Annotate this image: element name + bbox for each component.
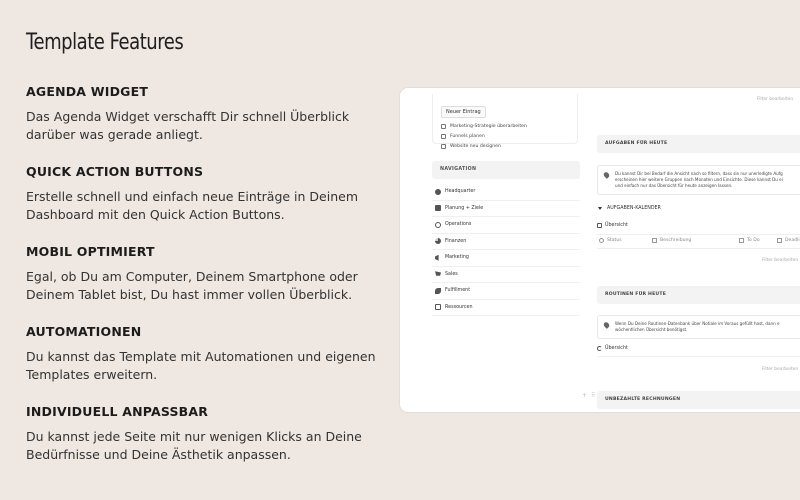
callout-line: Wenn Du Deine Routinen-Datenbank über Notiale im Voraus gefüllt hast, dann e	[615, 321, 780, 326]
column-label: Status	[607, 238, 622, 243]
nav-item-sales[interactable]	[432, 267, 580, 284]
todo-item[interactable]	[441, 141, 569, 151]
feature-description: Das Agenda Widget verschafft Dir schnell Überblick darüber was gerade anliegt.	[26, 109, 350, 142]
feature-heading: INDIVIDUELL ANPASSBAR	[26, 404, 209, 419]
nav-item-label: Headquarter	[445, 189, 476, 195]
sync-icon	[597, 346, 602, 351]
pin-icon	[603, 171, 611, 179]
nav-item-finanzen[interactable]	[432, 234, 580, 251]
megaphone-icon	[435, 255, 441, 261]
column-header-description[interactable]	[652, 238, 691, 243]
feature-description: Du kannst das Template mit Automationen und eigenen Templates erweitern.	[26, 349, 376, 382]
feature-heading: QUICK ACTION BUTTONS	[26, 164, 204, 179]
features-list	[26, 84, 386, 484]
divider	[597, 234, 800, 235]
tab-overview-tasks[interactable]	[597, 223, 628, 228]
box-icon	[435, 304, 441, 310]
feature-description: Egal, ob Du am Computer, Deinem Smartphone oder Deinem Tablet bist, Du hast immer vollen Überblick.	[26, 269, 358, 302]
agenda-widget	[432, 94, 578, 149]
checkbox[interactable]	[441, 124, 446, 129]
tab-label: Übersicht	[605, 346, 628, 351]
feature-agenda-widget	[26, 84, 386, 144]
navigation-header: NAVIGATION	[432, 161, 580, 179]
feature-customizable	[26, 404, 386, 464]
new-entry-button[interactable]: Neuer Eintrag	[441, 106, 486, 118]
calendar-icon	[777, 238, 782, 243]
nav-item-label: Finanzen	[445, 238, 467, 244]
toggle-label: AUFGABEN-KALENDER	[607, 206, 661, 211]
callout-line: erscheinen hier weitere Gruppen nach Monaten und Einsichte. Diese kannst Du ei	[615, 177, 783, 183]
tasks-callout	[597, 165, 800, 195]
pin-icon	[603, 321, 611, 329]
column-label: Beschreibung	[660, 238, 692, 243]
nav-item-marketing[interactable]	[432, 250, 580, 267]
filter-edit-link[interactable]: Filter bearbeiten	[762, 367, 799, 372]
nav-item-label: Fulfillment	[445, 288, 471, 294]
text-icon	[652, 238, 657, 243]
nav-item-label: Operations	[445, 222, 472, 228]
checkbox[interactable]	[441, 144, 446, 149]
drag-handle-icon[interactable]: + ⠿	[582, 392, 597, 399]
status-icon	[599, 238, 604, 243]
page-title: Template Features	[26, 30, 184, 55]
divider	[597, 248, 800, 249]
todo-item[interactable]	[441, 131, 569, 141]
todo-label: Website neu designen	[450, 143, 501, 149]
nav-item-headquarter[interactable]	[432, 184, 580, 201]
filter-edit-link[interactable]: Filter bearbeiten	[757, 97, 794, 102]
tab-label: Übersicht	[605, 223, 628, 228]
calendar-icon	[739, 238, 744, 243]
callout-line: und einfach nur das Übersicht für heute anzeigen lassen.	[615, 183, 733, 189]
divider	[597, 356, 800, 357]
nav-item-fulfillment[interactable]	[432, 283, 580, 300]
navigation-list	[432, 184, 580, 316]
callout-line: Du kannst Dir bei Bedarf die Ansicht nach so filtern, dass sie nur unerledigte Aufg	[615, 171, 783, 176]
nav-item-label: Marketing	[445, 255, 469, 261]
column-label: To Do	[747, 238, 760, 243]
cart-icon	[435, 271, 441, 277]
nav-item-planung[interactable]	[432, 201, 580, 218]
callout-text	[615, 321, 780, 334]
nav-item-label: Planung + Ziele	[445, 205, 484, 211]
feature-heading: AUTOMATIONEN	[26, 324, 142, 339]
feature-heading: AGENDA WIDGET	[26, 84, 149, 99]
column-header-deadline[interactable]	[777, 238, 800, 243]
column-header-status[interactable]	[599, 238, 622, 243]
nav-item-ressourcen[interactable]	[432, 300, 580, 317]
checkbox[interactable]	[441, 134, 446, 139]
nav-item-label: Ressourcen	[445, 304, 473, 310]
todo-label: Funnels planen	[450, 133, 485, 139]
tasks-header: AUFGABEN FÜR HEUTE	[597, 135, 800, 153]
feature-automations	[26, 324, 386, 384]
pie-chart-icon	[435, 238, 441, 244]
triangle-down-icon	[598, 207, 602, 210]
routines-header: ROUTINEN FÜR HEUTE	[597, 286, 800, 304]
dashboard-screenshot	[400, 88, 800, 412]
feature-quick-action-buttons	[26, 164, 386, 224]
headquarter-icon	[435, 189, 441, 195]
gear-icon	[435, 222, 441, 228]
feature-heading: MOBIL OPTIMIERT	[26, 244, 155, 259]
table-icon	[597, 223, 602, 228]
nav-item-label: Sales	[445, 271, 458, 277]
routines-callout	[597, 315, 800, 339]
planning-icon	[435, 205, 441, 211]
calendar-toggle[interactable]	[597, 206, 661, 211]
tab-overview-routines[interactable]	[597, 346, 628, 351]
todo-label: Marketing-Strategie überarbeiten	[450, 123, 527, 129]
todo-item[interactable]	[441, 121, 569, 131]
nav-item-operations[interactable]	[432, 217, 580, 234]
column-header-todo[interactable]	[739, 238, 760, 243]
leaf-icon	[435, 288, 441, 294]
filter-edit-link[interactable]: Filter bearbeiten	[762, 258, 799, 263]
feature-description: Du kannst jede Seite mit nur wenigen Klicks an Deine Bedürfnisse und Deine Ästhetik anpassen.	[26, 429, 362, 462]
column-label: Deadli	[785, 238, 800, 243]
feature-mobile-optimized	[26, 244, 386, 304]
invoices-header: UNBEZAHLTE RECHNUNGEN	[597, 391, 800, 409]
feature-description: Erstelle schnell und einfach neue Einträge in Deinem Dashboard mit den Quick Action Buttons.	[26, 189, 358, 222]
callout-line: wöchentlichen Übersicht benötigst.	[615, 327, 688, 333]
callout-text	[615, 171, 783, 190]
